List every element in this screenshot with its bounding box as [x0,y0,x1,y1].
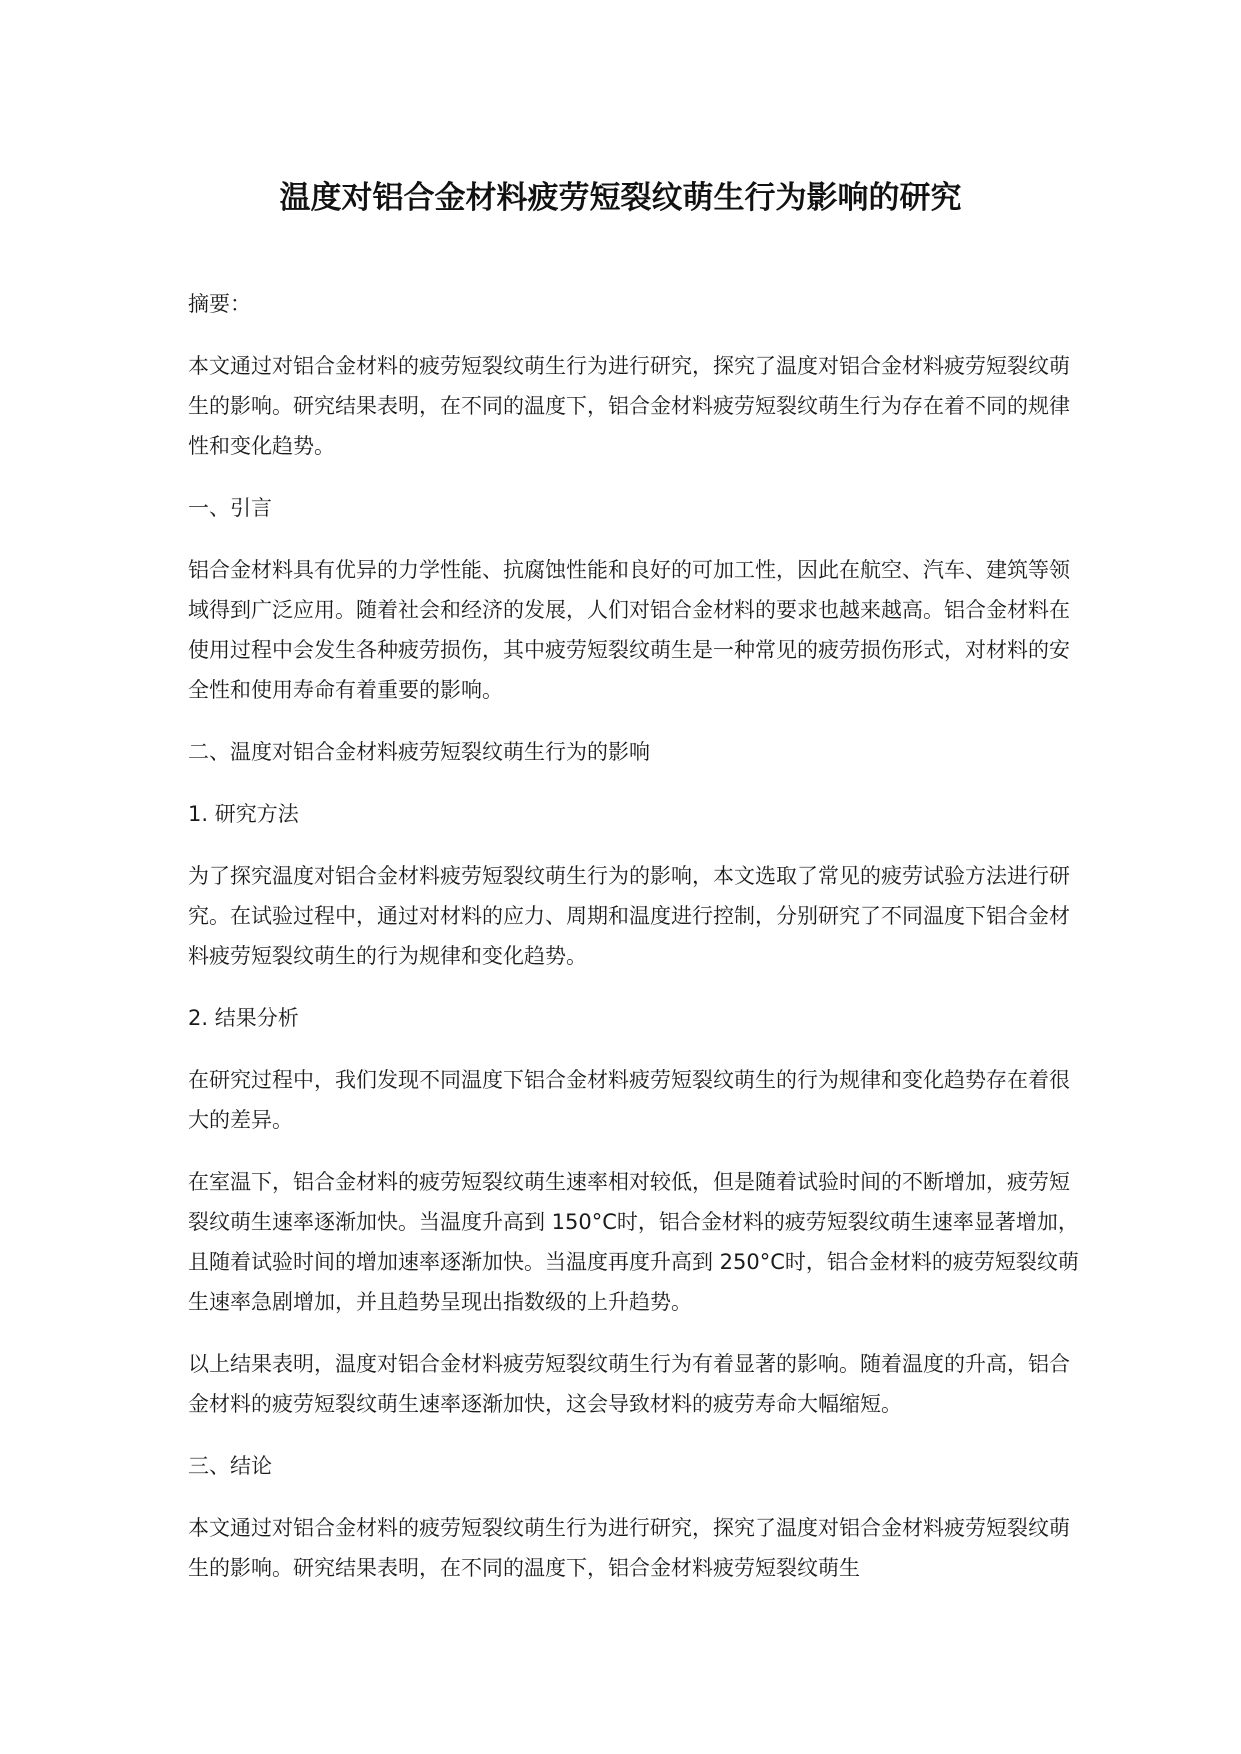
section-heading-introduction: 一、引言 [188,496,272,520]
method-paragraph: 为了探究温度对铝合金材料疲劳短裂纹萌生行为的影响，本文选取了常见的疲劳试验方法进行研究。在试验过程中，通过对材料的应力、周期和温度进行控制，分别研究了不同温度下铝合金材料疲劳短裂纹萌生的行为规律和变化趋势。 [188,864,1070,968]
results-paragraph-3: 以上结果表明，温度对铝合金材料疲劳短裂纹萌生行为有着显著的影响。随着温度的升高，铝合金材料的疲劳短裂纹萌生速率逐渐加快，这会导致材料的疲劳寿命大幅缩短。 [188,1352,1070,1416]
section-heading-conclusion: 三、结论 [188,1454,272,1478]
conclusion-paragraph: 本文通过对铝合金材料的疲劳短裂纹萌生行为进行研究，探究了温度对铝合金材料疲劳短裂纹萌生的影响。研究结果表明，在不同的温度下，铝合金材料疲劳短裂纹萌生 [188,1516,1070,1580]
abstract-label: 摘要： [188,292,251,316]
abstract-paragraph: 本文通过对铝合金材料的疲劳短裂纹萌生行为进行研究，探究了温度对铝合金材料疲劳短裂纹萌生的影响。研究结果表明，在不同的温度下，铝合金材料疲劳短裂纹萌生行为存在着不同的规律性和变化趋势。 [188,354,1070,458]
document-body [188,284,1078,1610]
section-heading-temperature-effect: 二、温度对铝合金材料疲劳短裂纹萌生行为的影响 [188,740,650,764]
subsection-heading-method: 1. 研究方法 [188,802,299,826]
document-title: 温度对铝合金材料疲劳短裂纹萌生行为影响的研究 [279,180,962,216]
results-paragraph-1: 在研究过程中，我们发现不同温度下铝合金材料疲劳短裂纹萌生的行为规律和变化趋势存在着很大的差异。 [188,1068,1070,1132]
introduction-paragraph: 铝合金材料具有优异的力学性能、抗腐蚀性能和良好的可加工性，因此在航空、汽车、建筑等领域得到广泛应用。随着社会和经济的发展，人们对铝合金材料的要求也越来越高。铝合金材料在使用过程中会发生各种疲劳损伤，其中疲劳短裂纹萌生是一种常见的疲劳损伤形式，对材料的安全性和使用寿命有着重要的影响。 [188,558,1070,702]
subsection-heading-results: 2. 结果分析 [188,1006,299,1030]
results-paragraph-2: 在室温下，铝合金材料的疲劳短裂纹萌生速率相对较低，但是随着试验时间的不断增加，疲劳短裂纹萌生速率逐渐加快。当温度升高到 150°C时，铝合金材料的疲劳短裂纹萌生速率显著增加，且随着试验时间的增加速率逐渐加快。当温度再度升高到 250°C时，铝合金材料的疲劳短裂纹萌生速率急剧增加，并且趋势呈现出指数级的上升趋势。 [188,1170,1079,1314]
